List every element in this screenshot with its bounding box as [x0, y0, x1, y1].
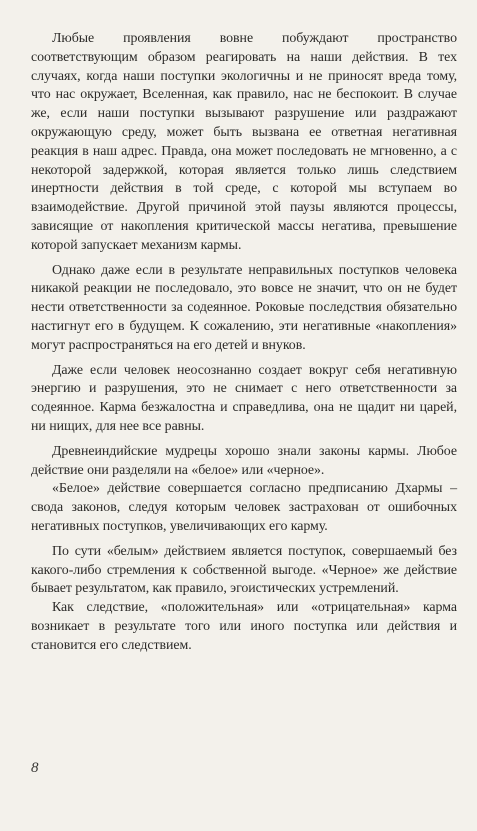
- paragraph-7: Как следствие, «положительная» или «отрицательная» карма возникает в результате того или иного поступка или действия и становится его следствием.: [31, 600, 457, 653]
- paragraph-5: «Белое» действие совершается согласно предписанию Дхармы – свода законов, следуя которым человек застрахован от ошибочных негативных поступков, увеличивающих его карму.: [31, 481, 457, 534]
- body-text: [31, 30, 457, 656]
- paragraph-2: Однако даже если в результате неправильных поступков человека никакой реакции не последовало, это вовсе не значит, что он не будет нести ответственности за содеянное. Роковые последствия обязательно настигнут его в будущем. К сожалению, эти негативные «накопления» могут распространяться на его детей и внуков.: [31, 262, 457, 353]
- paragraph-4: Древнеиндийские мудрецы хорошо знали законы кармы. Любое действие они разделяли на «белое» или «черное».: [31, 443, 457, 478]
- paragraph-6: По сути «белым» действием является поступок, совершаемый без какого-либо стремления к собственной выгоде. «Черное» же действие бывает результатом, как правило, эгоистических устремлений.: [31, 543, 457, 597]
- paragraph-1: Любые проявления вовне побуждают пространство соответствующим образом реагировать на наши действия. В тех случаях, когда наши поступки экологичны и не приносят вреда тому, что нас окружает, Вселенная, как правило, нас не беспокоит. В случае же, если наши поступки вызывают разрушение или раздражают окружающую среду, может быть вызвана ее ответная негативная реакция в наш адрес. Правда, она может последовать не мгновенно, а с некоторой задержкой, которая является только лишь следствием инертности действия в той среде, с которой мы вступаем во взаимодействие. Другой причиной этой паузы являются процессы, зависящие от накопления критической массы негатива, превышение которой запускает механизм кармы.: [31, 31, 457, 253]
- paragraph-3: Даже если человек неосознанно создает вокруг себя негативную энергию и разрушения, это не снимает с него ответственности за содеянное. Карма безжалостна и справедлива, она не щадит ни царей, ни нищих, для нее все равны.: [31, 362, 457, 434]
- page-number: 8: [31, 760, 39, 776]
